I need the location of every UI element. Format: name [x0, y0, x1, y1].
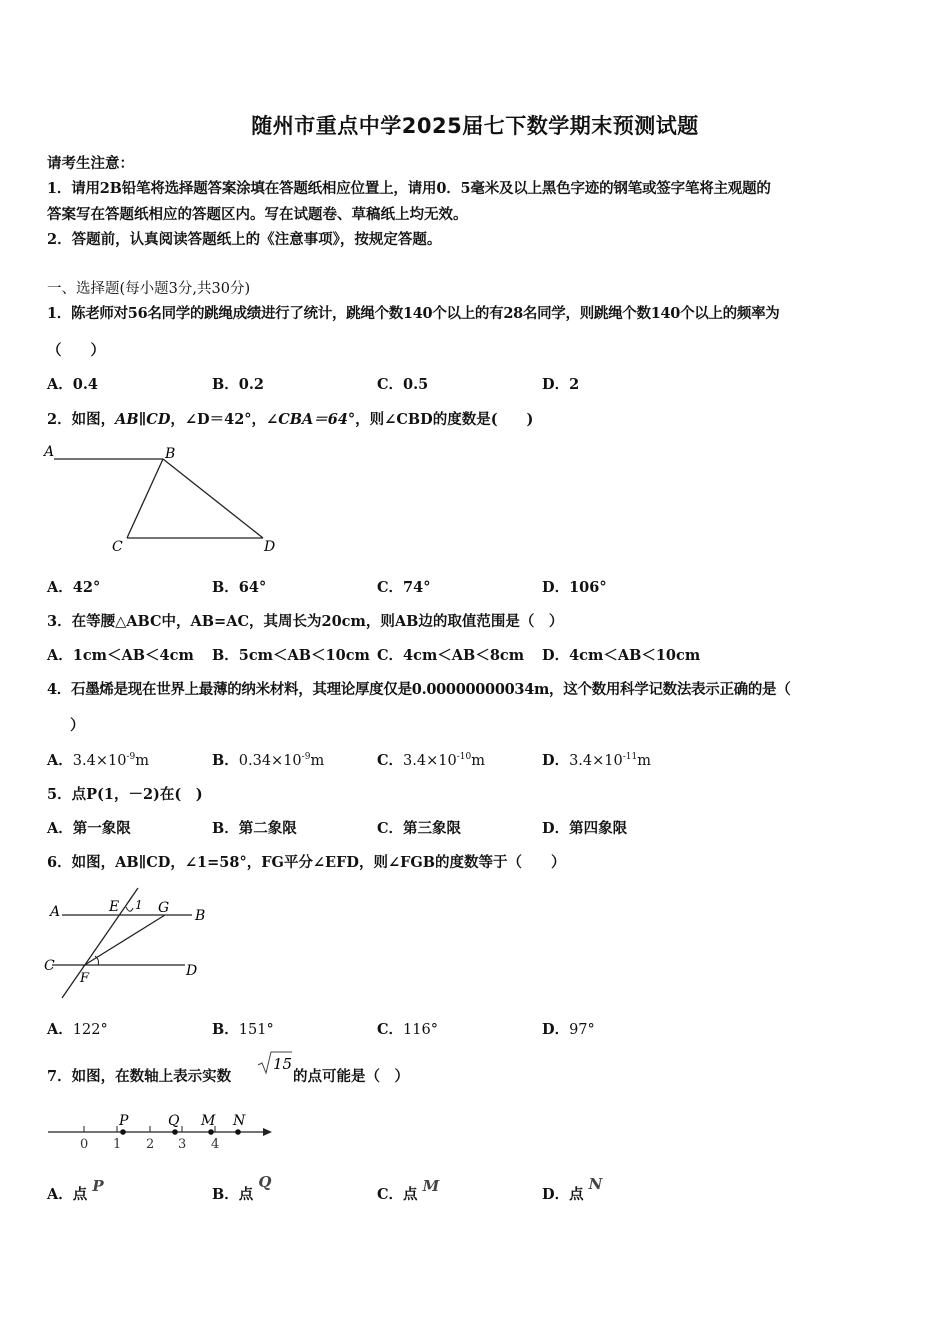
- notice-line-1: 1．请用2B铅笔将选择题答案涂填在答题纸相应位置上，请用0．5毫米及以上黑色字迹的钢笔或签字笔将主观题的: [47, 180, 771, 197]
- fig2-label-c: C: [112, 539, 123, 555]
- q1-option-c[interactable]: C．0.5: [377, 376, 429, 393]
- notice-heading: 请考生注意：: [47, 155, 134, 172]
- sqrt-15-expression: [256, 1049, 294, 1077]
- question-6-text: 6．如图，AB∥CD，∠1=58°，FG平分∠EFD，则∠FGB的度数等于（ ）: [47, 854, 566, 871]
- notice-line-1b: 答案写在答题纸相应的答题区内。写在试题卷、草稿纸上均无效。: [47, 206, 468, 223]
- fig6-label-c: C: [44, 958, 55, 974]
- fig6-label-f: F: [80, 971, 90, 986]
- q4-option-d[interactable]: D．$3.4\times 10^{-11}m$: [542, 752, 651, 769]
- question-1-blank: （ ）: [47, 342, 105, 359]
- q2-option-c[interactable]: C．74°: [377, 579, 431, 596]
- q2-option-a[interactable]: A．42°: [47, 579, 101, 596]
- q5-option-a[interactable]: A．第一象限: [47, 820, 131, 837]
- q7-option-d[interactable]: D．点 N: [542, 1175, 603, 1203]
- q3-option-c[interactable]: C．4cm＜AB＜8cm: [377, 647, 525, 664]
- fig6-label-d: D: [186, 963, 198, 979]
- q7-option-a[interactable]: A．点 P: [47, 1177, 104, 1203]
- fig2-label-a: A: [44, 444, 55, 460]
- page-title: 随州市重点中学2025届七下数学期末预测试题: [251, 114, 699, 138]
- fig6-label-b: B: [195, 908, 206, 924]
- tick-label-2: 2: [146, 1137, 155, 1152]
- q3-option-a[interactable]: A．1cm＜AB＜4cm: [47, 647, 194, 664]
- question-2-text: 2．如图，AB∥CD，∠D＝42°，∠CBA＝64°，则∠CBD的度数是( ): [47, 411, 534, 428]
- question-7-suffix: 的点可能是（ ）: [293, 1068, 409, 1085]
- q7-option-c[interactable]: C．点 M: [377, 1177, 440, 1203]
- question-7-prefix: 7．如图，在数轴上表示实数: [47, 1068, 232, 1085]
- q4-option-b[interactable]: B．$0.34\times 10^{-9}m$: [212, 752, 325, 769]
- q1-option-a[interactable]: A．0.4: [47, 376, 98, 393]
- q6-option-d[interactable]: D．97°: [542, 1021, 595, 1038]
- q3-option-b[interactable]: B．5cm＜AB＜10cm: [212, 647, 370, 664]
- point-label-n: N: [233, 1113, 246, 1129]
- tick-label-4: 4: [211, 1137, 220, 1152]
- sqrt-radicand: 15: [273, 1055, 293, 1073]
- q6-option-b[interactable]: B．151°: [212, 1021, 274, 1038]
- question-5-text: 5．点P(1，－2)在( ): [47, 786, 203, 803]
- q7-option-b[interactable]: B．点 Q: [212, 1173, 272, 1203]
- q3-option-d[interactable]: D．4cm＜AB＜10cm: [542, 647, 701, 664]
- section-heading: 一、选择题(每小题3分,共30分): [47, 281, 251, 297]
- q1-option-b[interactable]: B．0.2: [212, 376, 264, 393]
- q2-option-b[interactable]: B．64°: [212, 579, 267, 596]
- question-2-figure: [40, 440, 285, 560]
- fig6-label-1: 1: [135, 898, 143, 912]
- question-6-figure: [40, 882, 220, 1007]
- question-4-text-2: ）: [70, 717, 85, 734]
- q2-option-d[interactable]: D．106°: [542, 579, 607, 596]
- tick-label-0: 0: [80, 1137, 89, 1152]
- question-3-text: 3．在等腰△ABC中，AB=AC，其周长为20cm，则AB边的取值范围是（ ）: [47, 613, 564, 630]
- notice-line-2: 2．答题前，认真阅读答题纸上的《注意事项》，按规定答题。: [47, 231, 442, 248]
- fig2-label-d: D: [264, 539, 276, 555]
- point-label-p: P: [119, 1113, 129, 1129]
- q4-option-c[interactable]: C．$3.4\times 10^{-10}m$: [377, 752, 485, 769]
- fig6-label-g: G: [158, 900, 170, 916]
- q5-option-b[interactable]: B．第二象限: [212, 820, 297, 837]
- q1-option-d[interactable]: D．2: [542, 376, 580, 393]
- fig2-label-b: B: [165, 446, 176, 462]
- q5-option-d[interactable]: D．第四象限: [542, 820, 628, 837]
- point-label-m: M: [201, 1113, 216, 1129]
- q6-option-a[interactable]: A．122°: [47, 1021, 108, 1038]
- q5-option-c[interactable]: C．第三象限: [377, 820, 462, 837]
- question-4-text: 4．石墨烯是现在世界上最薄的纳米材料，其理论厚度仅是0.00000000034m，这个数用科学记数法表示正确的是（: [47, 681, 791, 698]
- number-line-figure: [40, 1108, 280, 1158]
- tick-label-1: 1: [113, 1137, 122, 1152]
- fig6-label-e: E: [109, 899, 120, 915]
- q6-option-c[interactable]: C．116°: [377, 1021, 438, 1038]
- point-label-q: Q: [168, 1113, 180, 1129]
- q4-option-a[interactable]: A．$3.4\times 10^{-9}m$: [47, 752, 149, 769]
- question-1-text: 1．陈老师对56名同学的跳绳成绩进行了统计，跳绳个数140个以上的有28名同学，则跳绳个数140个以上的频率为: [47, 305, 780, 322]
- fig6-label-a: A: [50, 904, 61, 920]
- tick-label-3: 3: [178, 1137, 187, 1152]
